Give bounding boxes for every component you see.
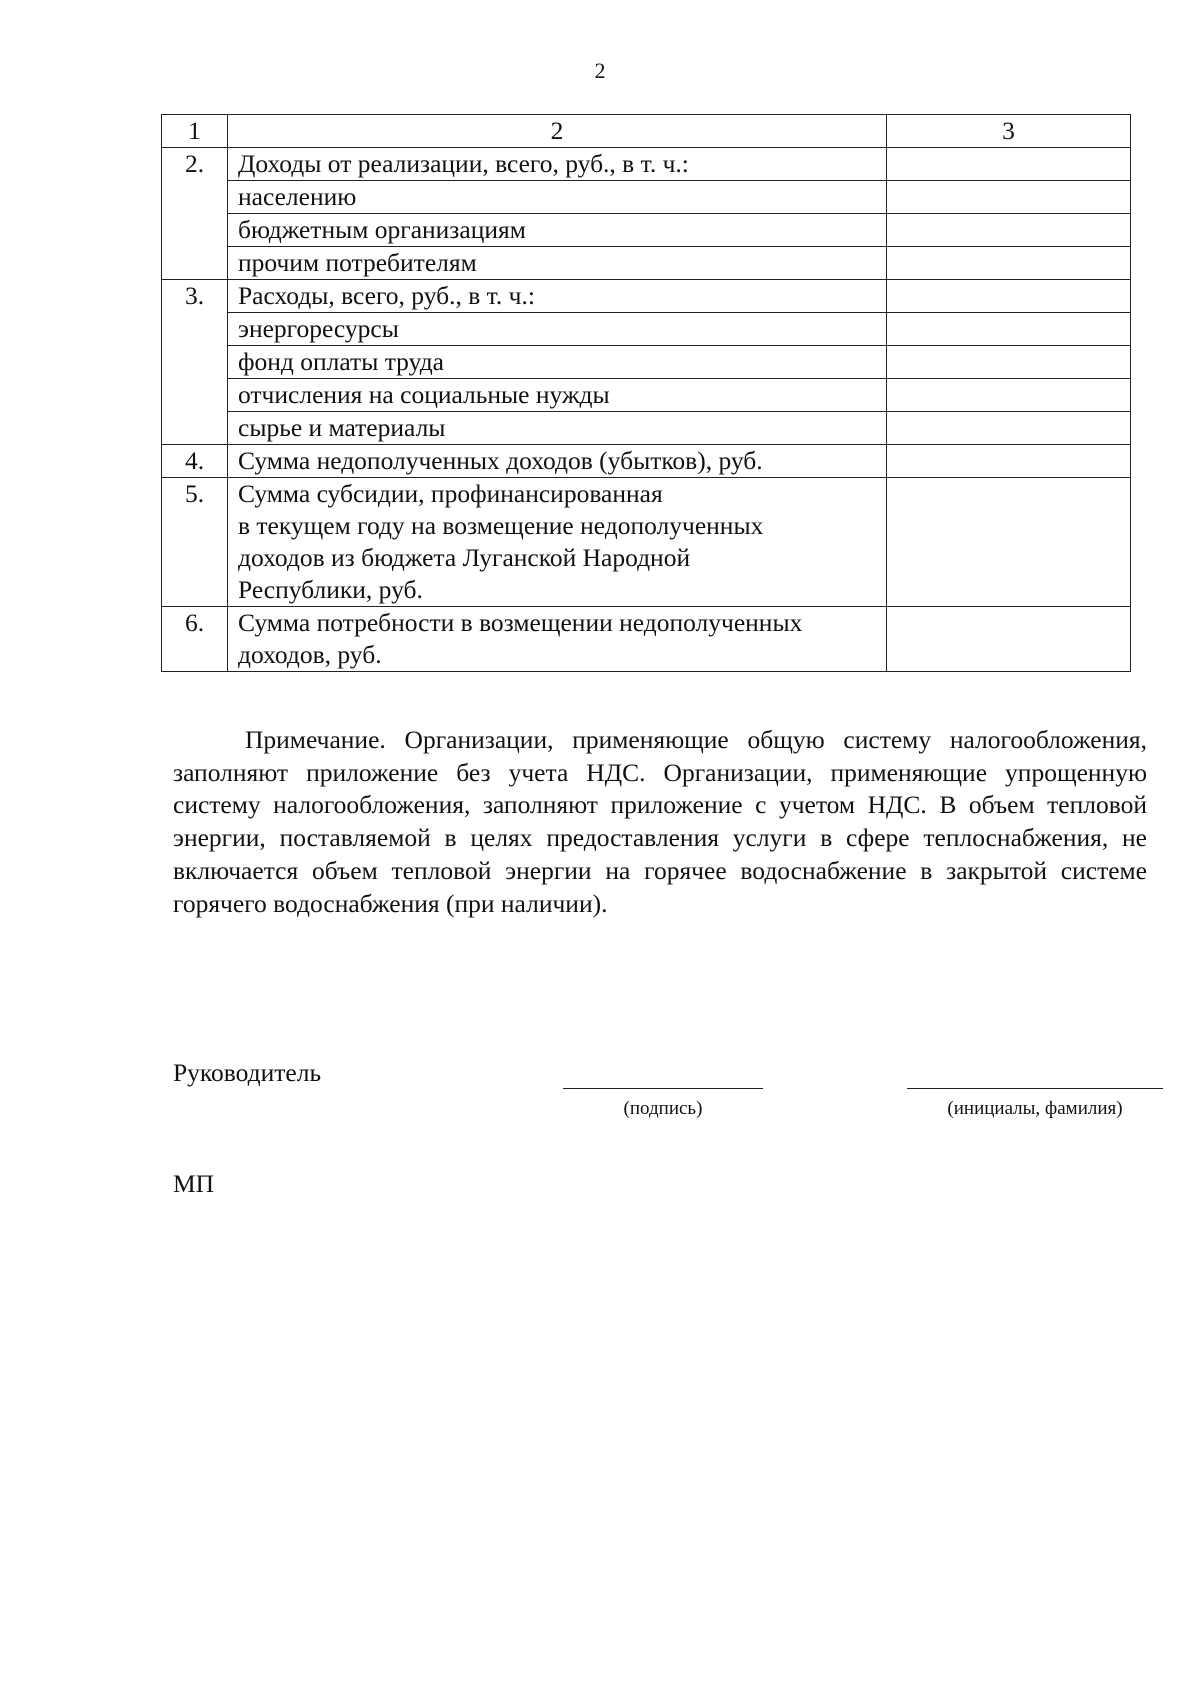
row-label: Расходы, всего, руб., в т. ч.: <box>228 280 887 313</box>
data-table <box>161 114 1131 672</box>
table-header-row <box>162 115 1131 148</box>
note-paragraph: Примечание. Организации, применяющие общую систему налогообложения, заполняют приложение без учета НДС. Организации, применяющие упрощенную систему налогообложения, заполняют приложение с учетом НДС. В объем тепловой энергии, поставляемой в целях предоставления услуги в сфере теплоснабжения, не включается объем тепловой энергии на горячее водоснабжение в закрытой системе горячего водоснабжения (при наличии). <box>173 725 1147 918</box>
row-value[interactable] <box>887 478 1131 607</box>
row-value[interactable] <box>887 181 1131 214</box>
row-number: 4. <box>162 445 228 478</box>
signer-role: Руководитель <box>173 1058 322 1087</box>
row-label: бюджетным организациям <box>228 214 887 247</box>
table-row <box>162 346 1131 379</box>
name-line <box>907 1088 1163 1089</box>
table-row <box>162 313 1131 346</box>
row-number: 6. <box>162 607 228 672</box>
row-number: 5. <box>162 478 228 607</box>
table-row <box>162 478 1131 607</box>
row-number: 3. <box>162 280 228 445</box>
header-col-1: 1 <box>162 115 228 148</box>
row-label: отчисления на социальные нужды <box>228 379 887 412</box>
row-label: сырье и материалы <box>228 412 887 445</box>
row-value[interactable] <box>887 214 1131 247</box>
row-label: Сумма потребности в возмещении недополученных доходов, руб. <box>228 607 887 672</box>
row-value[interactable] <box>887 313 1131 346</box>
row-value[interactable] <box>887 607 1131 672</box>
row-value[interactable] <box>887 412 1131 445</box>
seal-label: МП <box>173 1169 215 1198</box>
table-row <box>162 379 1131 412</box>
row-value[interactable] <box>887 148 1131 181</box>
row-label: Сумма недополученных доходов (убытков), руб. <box>228 445 887 478</box>
table-row <box>162 280 1131 313</box>
row-label: фонд оплаты труда <box>228 346 887 379</box>
table-row <box>162 412 1131 445</box>
table-row <box>162 181 1131 214</box>
row-value[interactable] <box>887 346 1131 379</box>
row-value[interactable] <box>887 379 1131 412</box>
page-number: 2 <box>594 58 606 83</box>
header-col-2: 2 <box>228 115 887 148</box>
row-number: 2. <box>162 148 228 280</box>
row-value[interactable] <box>887 280 1131 313</box>
row-label: энергоресурсы <box>228 313 887 346</box>
table-row <box>162 607 1131 672</box>
row-label: Доходы от реализации, всего, руб., в т. ч.: <box>228 148 887 181</box>
row-value[interactable] <box>887 247 1131 280</box>
row-label: населению <box>228 181 887 214</box>
table-row <box>162 445 1131 478</box>
name-caption: (инициалы, фамилия) <box>947 1098 1123 1119</box>
row-value[interactable] <box>887 445 1131 478</box>
table-row <box>162 148 1131 181</box>
row-label: прочим потребителям <box>228 247 887 280</box>
signature-line <box>563 1088 763 1089</box>
row-label: Сумма субсидии, профинансированная в текущем году на возмещение недополученных доходов из бюджета Луганской Народной Республики, руб. <box>228 478 887 607</box>
table-row <box>162 214 1131 247</box>
signature-caption: (подпись) <box>623 1098 703 1119</box>
table-row <box>162 247 1131 280</box>
header-col-3: 3 <box>887 115 1131 148</box>
